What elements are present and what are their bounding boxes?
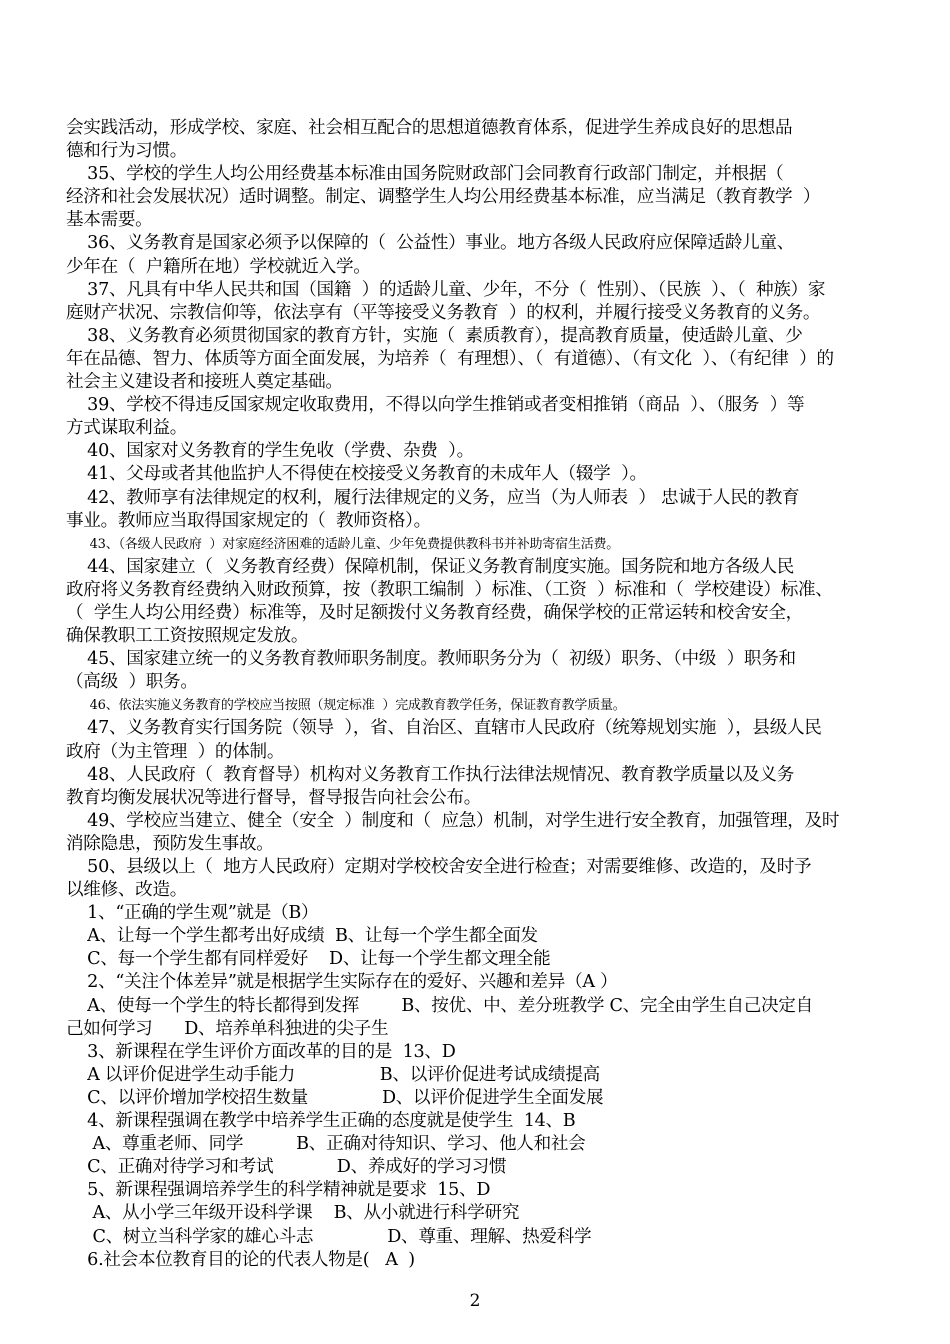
text-line: 50、县级以上（ 地方人民政府）定期对学校校舍安全进行检查；对需要维修、改造的，及时予 bbox=[66, 857, 812, 877]
text-line: 事业。教师应当取得国家规定的（ 教师资格）。 bbox=[66, 510, 431, 531]
text-line: 年在品德、智力、体质等方面全面发展，为培养（ 有理想）、（ 有道德）、（有文化 ）、（有纪律 ）的 bbox=[66, 348, 834, 369]
text-line: 41、父母或者其他监护人不得使在校接受义务教育的未成年人（辍学 ）。 bbox=[66, 464, 647, 485]
text-line: 47、义务教育实行国务院（领导 ），省、自治区、直辖市人民政府（统筹规划实施 ），县级人民 bbox=[66, 718, 822, 739]
text-line: A、让每一个学生都考出好成绩 B、让每一个学生都全面发 bbox=[66, 926, 538, 947]
text-line: 德和行为习惯。 bbox=[66, 141, 188, 162]
text-line: 政府（为主管理 ）的体制。 bbox=[66, 741, 285, 762]
text-line: 己如何学习 D、培养单科独进的尖子生 bbox=[66, 1018, 389, 1039]
text-line: 4、新课程强调在教学中培养学生正确的态度就是使学生 14、B bbox=[66, 1111, 576, 1132]
text-line: 46、依法实施义务教育的学校应当按照（规定标准 ）完成教育教学任务，保证教育教学质量。 bbox=[66, 698, 626, 714]
text-line: 40、国家对义务教育的学生免收（学费、杂费 ）。 bbox=[66, 441, 474, 462]
text-line: 消除隐患，预防发生事故。 bbox=[66, 833, 274, 854]
text-line: 48、人民政府（ 教育督导）机构对义务教育工作执行法律法规情况、教育教学质量以及义务 bbox=[66, 764, 795, 785]
text-line: A 以评价促进学生动手能力 B、以评价促进考试成绩提高 bbox=[66, 1064, 600, 1085]
page-number: 2 bbox=[469, 1291, 481, 1311]
text-line: C、每一个学生都有同样爱好 D、让每一个学生都文理全能 bbox=[66, 949, 551, 970]
text-line: 5、新课程强调培养学生的科学精神就是要求 15、D bbox=[66, 1180, 491, 1201]
text-line: （高级 ）职务。 bbox=[66, 672, 198, 693]
text-line: C、以评价增加学校招生数量 D、以评价促进学生全面发展 bbox=[66, 1087, 604, 1108]
document-body bbox=[66, 117, 904, 1272]
text-line: A、从小学三年级开设科学课 B、从小就进行科学研究 bbox=[66, 1203, 520, 1224]
text-line: A、使每一个学生的特长都得到发挥 B、按优、中、差分班教学 C、完全由学生自己决定自 bbox=[66, 995, 813, 1016]
text-line: （ 学生人均公用经费）标准等，及时足额拨付义务教育经费，确保学校的正常运转和校舍安全， bbox=[66, 602, 803, 623]
text-line: 会实践活动，形成学校、家庭、社会相互配合的思想道德教育体系，促进学生养成良好的思想品 bbox=[66, 118, 793, 138]
text-line: C、树立当科学家的雄心斗志 D、尊重、理解、热爱科学 bbox=[66, 1226, 592, 1247]
text-line: 45、国家建立统一的义务教育教师职务制度。教师职务分为（ 初级）职务、（中级 ）职务和 bbox=[66, 649, 796, 670]
text-line: 43、（各级人民政府 ）对家庭经济困难的适龄儿童、少年免费提供教科书并补助寄宿生活费。 bbox=[66, 536, 620, 552]
text-line: 社会主义建设者和接班人奠定基础。 bbox=[66, 372, 343, 393]
text-line: 教育均衡发展状况等进行督导，督导报告向社会公布。 bbox=[66, 787, 482, 808]
text-line: 36、义务教育是国家必须予以保障的（ 公益性）事业。地方各级人民政府应保障适龄儿童、 bbox=[66, 233, 795, 254]
text-line: 6.社会本位教育目的论的代表人物是( A ) bbox=[66, 1249, 415, 1270]
text-line: 38、义务教育必须贯彻国家的教育方针，实施（ 素质教育），提高教育质量，使适龄儿童、少 bbox=[66, 325, 803, 346]
text-line: 39、学校不得违反国家规定收取费用，不得以向学生推销或者变相推销（商品 ）、（服务 ）等 bbox=[66, 395, 805, 416]
text-line: A、尊重老师、同学 B、正确对待知识、学习、他人和社会 bbox=[66, 1134, 586, 1155]
text-line: 政府将义务教育经费纳入财政预算，按（教职工编制 ）标准、（工资 ）标准和（ 学校建设）标准、 bbox=[66, 579, 833, 600]
text-line: 37、凡具有中华人民共和国（国籍 ）的适龄儿童、少年，不分（ 性别）、（民族 ）、（ 种族）家 bbox=[66, 279, 826, 300]
text-line: 42、教师享有法律规定的权利，履行法律规定的义务，应当（为人师表 ） 忠诚于人民的教育 bbox=[66, 487, 800, 508]
text-line: 44、国家建立（ 义务教育经费）保障机制，保证义务教育制度实施。国务院和地方各级人民 bbox=[66, 556, 795, 577]
text-line: 2、“关注个体差异”就是根据学生实际存在的爱好、兴趣和差异（A ） bbox=[66, 972, 618, 993]
text-line: 经济和社会发展状况）适时调整。制定、调整学生人均公用经费基本标准，应当满足（教育教学 ） bbox=[66, 187, 821, 208]
text-line: 庭财产状况、宗教信仰等，依法享有（平等接受义务教育 ）的权利，并履行接受义务教育的义务。 bbox=[66, 302, 821, 323]
text-line: 49、学校应当建立、健全（安全 ）制度和（ 应急）机制，对学生进行安全教育，加强管理，及时 bbox=[66, 810, 840, 831]
text-line: C、正确对待学习和考试 D、养成好的学习习惯 bbox=[66, 1157, 507, 1178]
text-line: 以维修、改造。 bbox=[66, 880, 188, 901]
text-line: 基本需要。 bbox=[66, 210, 153, 231]
text-line: 确保教职工工资按照规定发放。 bbox=[66, 626, 309, 647]
text-line: 1、“正确的学生观”就是（B） bbox=[66, 903, 319, 924]
text-line: 少年在（ 户籍所在地）学校就近入学。 bbox=[66, 256, 371, 277]
text-line: 3、新课程在学生评价方面改革的目的是 13、D bbox=[66, 1041, 456, 1062]
text-line: 方式谋取利益。 bbox=[66, 418, 188, 439]
text-line: 35、学校的学生人均公用经费基本标准由国务院财政部门会同教育行政部门制定，并根据（ bbox=[66, 164, 784, 185]
